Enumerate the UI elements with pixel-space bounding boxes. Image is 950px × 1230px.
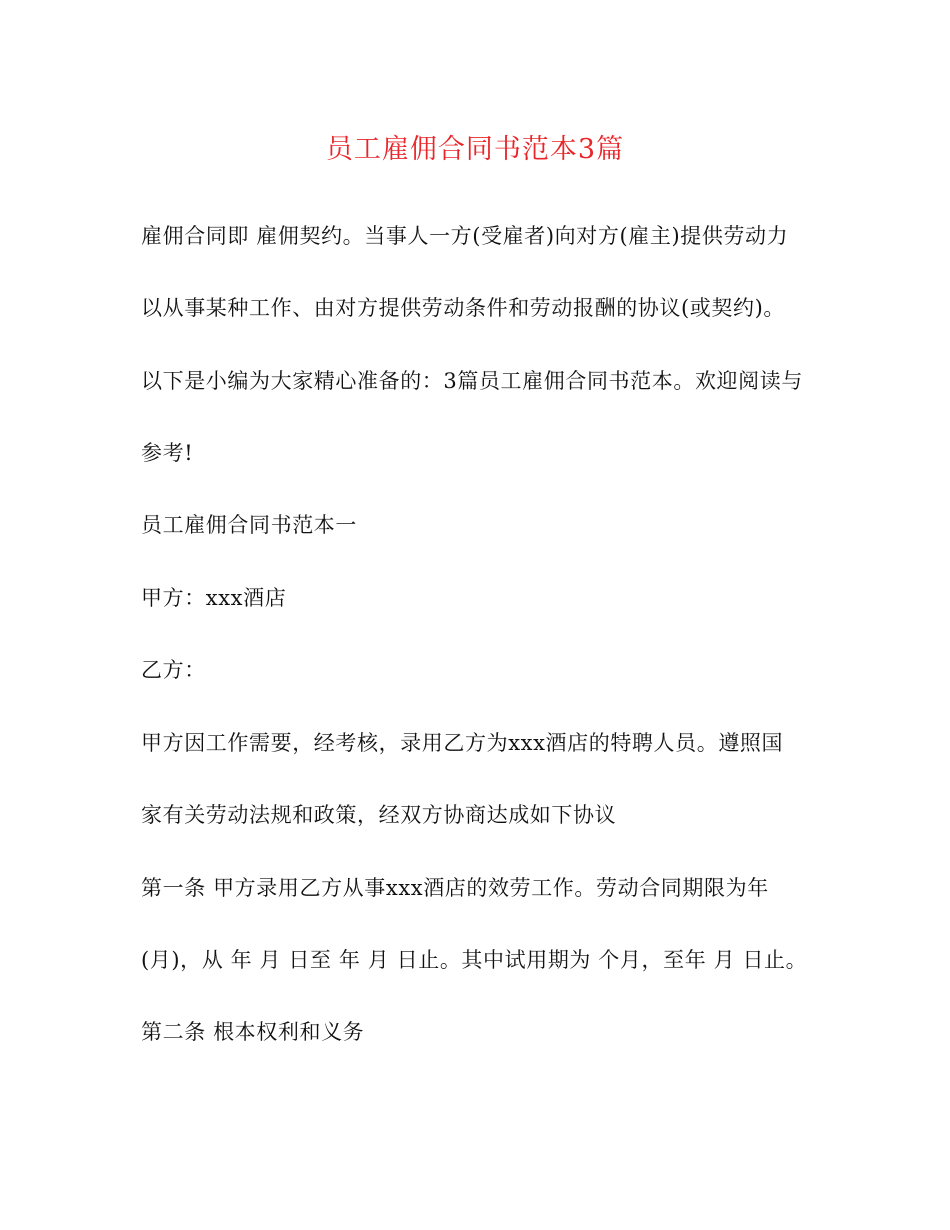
article-1-line-2: (月)，从 年 月 日至 年 月 日止。其中试用期为 个月，至年 月 日止。	[141, 948, 808, 972]
document-title: 员工雇佣合同书范本3篇	[325, 134, 625, 165]
party-a-line: 甲方：xxx酒店	[141, 586, 287, 610]
article-2-heading: 第二条 根本权利和义务	[141, 1020, 365, 1044]
intro-line-2: 以从事某种工作、由对方提供劳动条件和劳动报酬的协议(或契约)。	[141, 296, 785, 320]
section-heading: 员工雇佣合同书范本一	[141, 513, 357, 537]
intro-line-1: 雇佣合同即 雇佣契约。当事人一方(受雇者)向对方(雇主)提供劳动力	[141, 224, 789, 248]
intro-line-4: 参考!	[141, 441, 194, 465]
preamble-line-2: 家有关劳动法规和政策，经双方协商达成如下协议	[141, 803, 617, 827]
article-1-line-1: 第一条 甲方录用乙方从事xxx酒店的效劳工作。劳动合同期限为年	[141, 876, 769, 900]
party-b-line: 乙方：	[141, 658, 206, 682]
intro-line-3: 以下是小编为大家精心准备的：3篇员工雇佣合同书范本。欢迎阅读与	[141, 369, 803, 393]
preamble-line-1: 甲方因工作需要，经考核，录用乙方为xxx酒店的特聘人员。遵照国	[141, 731, 784, 755]
